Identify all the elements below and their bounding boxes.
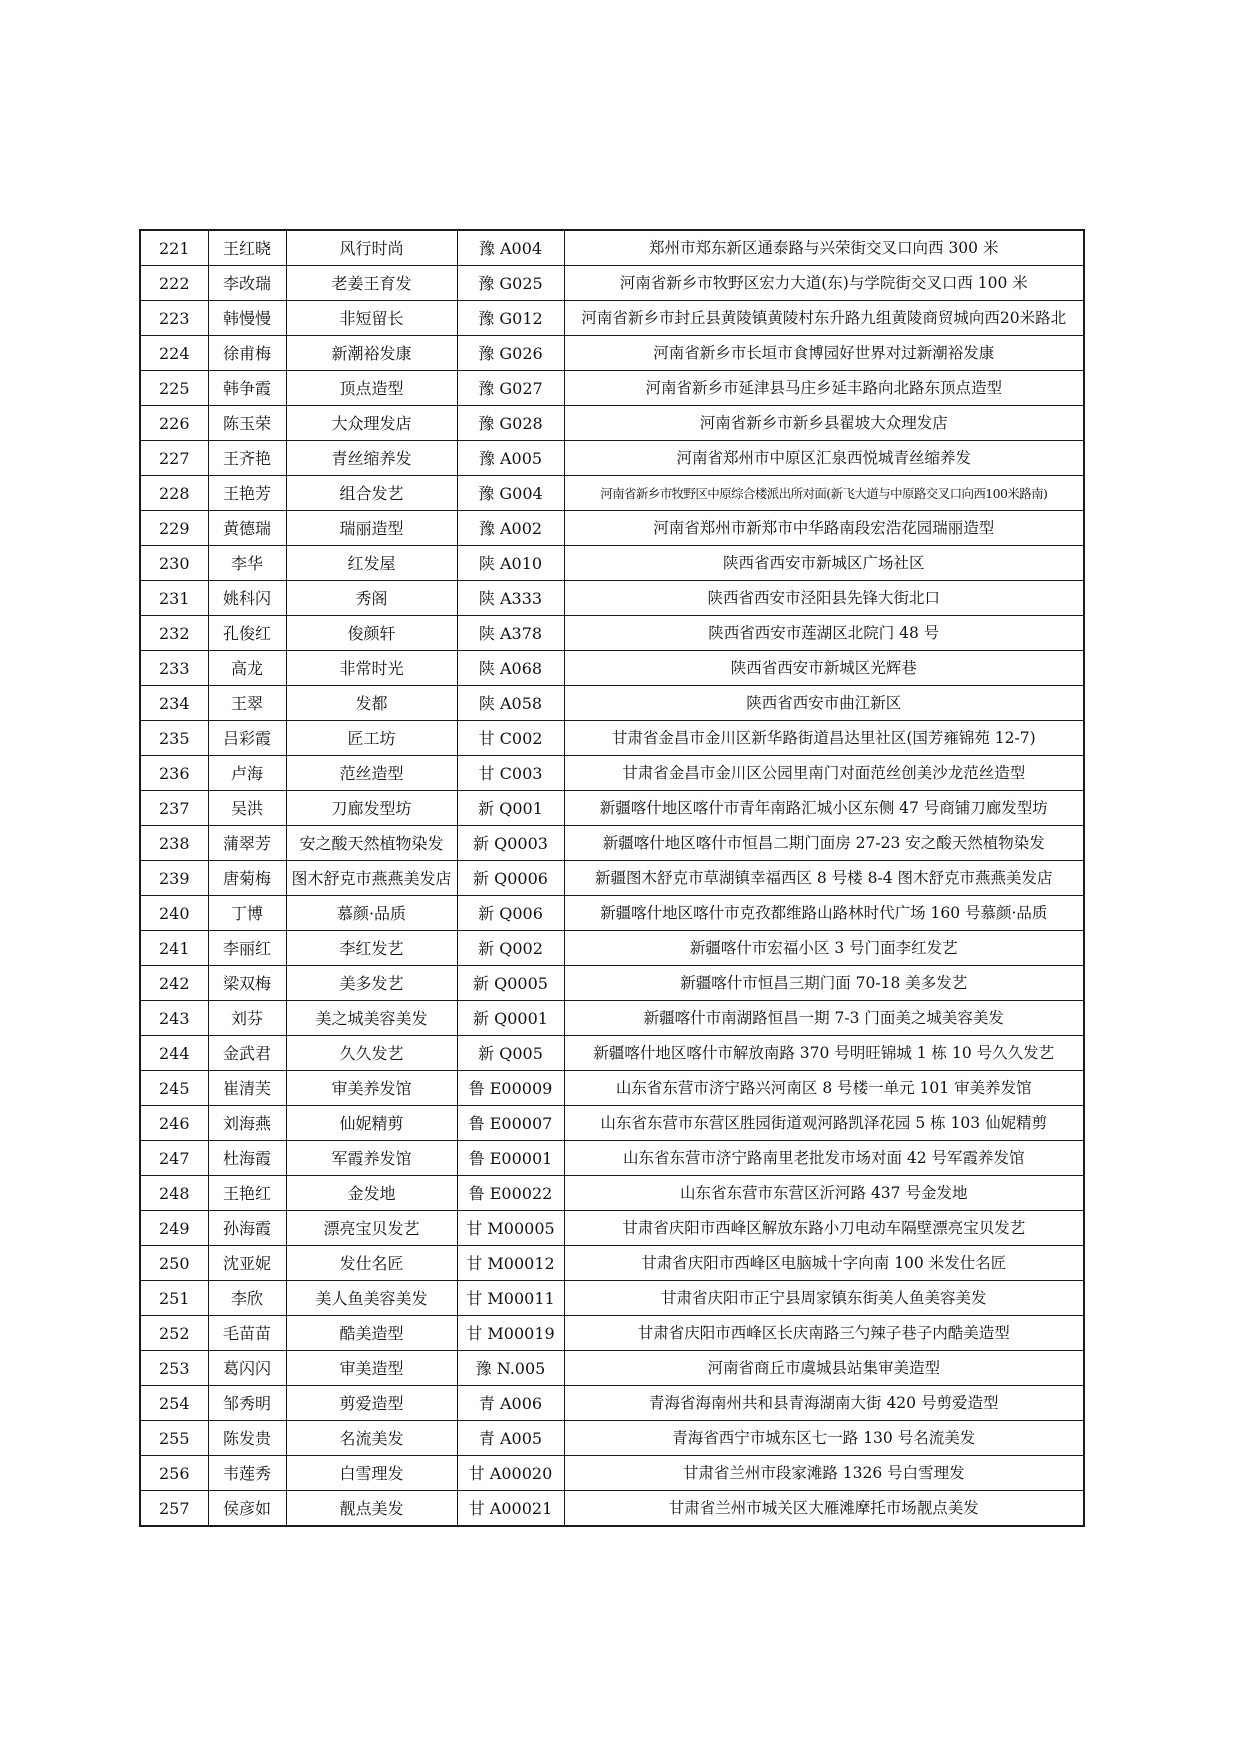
person-name-cell: 卢海 (208, 756, 286, 791)
address-cell: 新疆喀什市南湖路恒昌一期 7-3 门面美之城美容美发 (564, 1001, 1084, 1036)
person-name-cell: 韩慢慢 (208, 301, 286, 336)
table-row (140, 406, 1084, 441)
shop-name-cell: 慕颜·品质 (286, 896, 457, 931)
table-row (140, 511, 1084, 546)
address-cell: 河南省郑州市中原区汇泉西悦城青丝缩养发 (564, 441, 1084, 476)
table-row (140, 1316, 1084, 1351)
person-name-cell: 王齐艳 (208, 441, 286, 476)
address-cell: 山东省东营市济宁路南里老批发市场对面 42 号军霞养发馆 (564, 1141, 1084, 1176)
address-cell: 青海省海南州共和县青海湖南大街 420 号剪爱造型 (564, 1386, 1084, 1421)
shop-code-cell: 陕 A058 (457, 686, 564, 721)
row-number-cell: 250 (140, 1246, 208, 1281)
row-number-cell: 243 (140, 1001, 208, 1036)
row-number-cell: 244 (140, 1036, 208, 1071)
row-number-cell: 248 (140, 1176, 208, 1211)
row-number-cell: 229 (140, 511, 208, 546)
table-row (140, 1071, 1084, 1106)
shop-name-cell: 红发屋 (286, 546, 457, 581)
shop-code-cell: 甘 C003 (457, 756, 564, 791)
shop-code-cell: 甘 M00005 (457, 1211, 564, 1246)
shop-code-cell: 新 Q0005 (457, 966, 564, 1001)
person-name-cell: 侯彦如 (208, 1491, 286, 1527)
shop-name-cell: 名流美发 (286, 1421, 457, 1456)
table-row (140, 1141, 1084, 1176)
address-cell: 河南省商丘市虞城县站集审美造型 (564, 1351, 1084, 1386)
person-name-cell: 韦莲秀 (208, 1456, 286, 1491)
person-name-cell: 李华 (208, 546, 286, 581)
shop-name-cell: 匠工坊 (286, 721, 457, 756)
table-row (140, 230, 1084, 266)
person-name-cell: 吕彩霞 (208, 721, 286, 756)
person-name-cell: 李欣 (208, 1281, 286, 1316)
person-name-cell: 毛苗苗 (208, 1316, 286, 1351)
shop-code-cell: 鲁 E00009 (457, 1071, 564, 1106)
roster-table-body (140, 230, 1084, 1526)
shop-code-cell: 青 A005 (457, 1421, 564, 1456)
shop-code-cell: 豫 N.005 (457, 1351, 564, 1386)
table-row (140, 1386, 1084, 1421)
row-number-cell: 257 (140, 1491, 208, 1527)
person-name-cell: 丁博 (208, 896, 286, 931)
table-row (140, 1456, 1084, 1491)
address-cell: 河南省新乡市封丘县黄陵镇黄陵村东升路九组黄陵商贸城向西20米路北 (564, 301, 1084, 336)
shop-name-cell: 仙妮精剪 (286, 1106, 457, 1141)
address-cell: 甘肃省金昌市金川区新华路街道昌达里社区(国芳雍锦苑 12-7) (564, 721, 1084, 756)
person-name-cell: 王红晓 (208, 230, 286, 266)
address-cell: 陕西省西安市曲江新区 (564, 686, 1084, 721)
shop-code-cell: 豫 G028 (457, 406, 564, 441)
table-row (140, 1211, 1084, 1246)
row-number-cell: 226 (140, 406, 208, 441)
address-cell: 山东省东营市东营区沂河路 437 号金发地 (564, 1176, 1084, 1211)
shop-code-cell: 新 Q001 (457, 791, 564, 826)
address-cell: 新疆喀什地区喀什市恒昌二期门面房 27-23 安之酸天然植物染发 (564, 826, 1084, 861)
table-row (140, 266, 1084, 301)
shop-code-cell: 豫 G025 (457, 266, 564, 301)
person-name-cell: 孙海霞 (208, 1211, 286, 1246)
table-row (140, 756, 1084, 791)
shop-code-cell: 青 A006 (457, 1386, 564, 1421)
shop-code-cell: 陕 A068 (457, 651, 564, 686)
person-name-cell: 高龙 (208, 651, 286, 686)
table-row (140, 546, 1084, 581)
person-name-cell: 沈亚妮 (208, 1246, 286, 1281)
shop-name-cell: 美之城美容美发 (286, 1001, 457, 1036)
address-cell: 陕西省西安市莲湖区北院门 48 号 (564, 616, 1084, 651)
address-cell: 河南省新乡市牧野区宏力大道(东)与学院街交叉口西 100 米 (564, 266, 1084, 301)
shop-code-cell: 新 Q0001 (457, 1001, 564, 1036)
row-number-cell: 223 (140, 301, 208, 336)
address-cell: 新疆喀什地区喀什市克孜都维路山路林时代广场 160 号慕颜·品质 (564, 896, 1084, 931)
shop-name-cell: 大众理发店 (286, 406, 457, 441)
shop-code-cell: 新 Q005 (457, 1036, 564, 1071)
row-number-cell: 231 (140, 581, 208, 616)
shop-code-cell: 甘 C002 (457, 721, 564, 756)
row-number-cell: 228 (140, 476, 208, 511)
table-row (140, 1106, 1084, 1141)
shop-name-cell: 美人鱼美容美发 (286, 1281, 457, 1316)
person-name-cell: 孔俊红 (208, 616, 286, 651)
shop-name-cell: 风行时尚 (286, 230, 457, 266)
shop-code-cell: 甘 M00011 (457, 1281, 564, 1316)
shop-code-cell: 新 Q0006 (457, 861, 564, 896)
person-name-cell: 韩争霞 (208, 371, 286, 406)
shop-name-cell: 白雪理发 (286, 1456, 457, 1491)
person-name-cell: 王翠 (208, 686, 286, 721)
table-row (140, 616, 1084, 651)
person-name-cell: 姚科闪 (208, 581, 286, 616)
row-number-cell: 241 (140, 931, 208, 966)
person-name-cell: 王艳红 (208, 1176, 286, 1211)
person-name-cell: 李改瑞 (208, 266, 286, 301)
person-name-cell: 崔清芙 (208, 1071, 286, 1106)
person-name-cell: 梁双梅 (208, 966, 286, 1001)
address-cell: 河南省新乡市长垣市食博园好世界对过新潮裕发康 (564, 336, 1084, 371)
address-cell: 郑州市郑东新区通泰路与兴荣街交叉口向西 300 米 (564, 230, 1084, 266)
shop-code-cell: 甘 M00012 (457, 1246, 564, 1281)
address-cell: 河南省新乡市新乡县翟坡大众理发店 (564, 406, 1084, 441)
row-number-cell: 225 (140, 371, 208, 406)
person-name-cell: 陈玉荣 (208, 406, 286, 441)
row-number-cell: 240 (140, 896, 208, 931)
row-number-cell: 222 (140, 266, 208, 301)
address-cell: 甘肃省庆阳市西峰区长庆南路三勺辣子巷子内酷美造型 (564, 1316, 1084, 1351)
address-cell: 新疆喀什地区喀什市解放南路 370 号明旺锦城 1 栋 10 号久久发艺 (564, 1036, 1084, 1071)
shop-name-cell: 金发地 (286, 1176, 457, 1211)
table-row (140, 896, 1084, 931)
shop-name-cell: 非常时光 (286, 651, 457, 686)
shop-name-cell: 青丝缩养发 (286, 441, 457, 476)
table-row (140, 1421, 1084, 1456)
person-name-cell: 刘芬 (208, 1001, 286, 1036)
person-name-cell: 刘海燕 (208, 1106, 286, 1141)
address-cell: 河南省郑州市新郑市中华路南段宏浩花园瑞丽造型 (564, 511, 1084, 546)
shop-name-cell: 安之酸天然植物染发 (286, 826, 457, 861)
person-name-cell: 杜海霞 (208, 1141, 286, 1176)
shop-name-cell: 李红发艺 (286, 931, 457, 966)
address-cell: 新疆喀什市恒昌三期门面 70-18 美多发艺 (564, 966, 1084, 1001)
shop-name-cell: 军霞养发馆 (286, 1141, 457, 1176)
person-name-cell: 金武君 (208, 1036, 286, 1071)
shop-code-cell: 豫 G012 (457, 301, 564, 336)
shop-code-cell: 鲁 E00001 (457, 1141, 564, 1176)
shop-name-cell: 俊颜轩 (286, 616, 457, 651)
table-row (140, 826, 1084, 861)
row-number-cell: 233 (140, 651, 208, 686)
shop-name-cell: 久久发艺 (286, 1036, 457, 1071)
shop-code-cell: 新 Q006 (457, 896, 564, 931)
shop-name-cell: 漂亮宝贝发艺 (286, 1211, 457, 1246)
address-cell: 青海省西宁市城东区七一路 130 号名流美发 (564, 1421, 1084, 1456)
row-number-cell: 238 (140, 826, 208, 861)
shop-name-cell: 靓点美发 (286, 1491, 457, 1527)
shop-name-cell: 新潮裕发康 (286, 336, 457, 371)
table-row (140, 1246, 1084, 1281)
shop-code-cell: 鲁 E00022 (457, 1176, 564, 1211)
address-cell: 甘肃省庆阳市西峰区解放东路小刀电动车隔壁漂亮宝贝发艺 (564, 1211, 1084, 1246)
table-row (140, 651, 1084, 686)
shop-code-cell: 甘 A00020 (457, 1456, 564, 1491)
table-row (140, 966, 1084, 1001)
row-number-cell: 224 (140, 336, 208, 371)
person-name-cell: 李丽红 (208, 931, 286, 966)
shop-name-cell: 秀阁 (286, 581, 457, 616)
shop-code-cell: 豫 G004 (457, 476, 564, 511)
shop-name-cell: 刀廊发型坊 (286, 791, 457, 826)
shop-code-cell: 陕 A378 (457, 616, 564, 651)
shop-name-cell: 审美养发馆 (286, 1071, 457, 1106)
address-cell: 新疆图木舒克市草湖镇幸福西区 8 号楼 8-4 图木舒克市燕燕美发店 (564, 861, 1084, 896)
row-number-cell: 245 (140, 1071, 208, 1106)
shop-name-cell: 瑞丽造型 (286, 511, 457, 546)
address-cell: 新疆喀什市宏福小区 3 号门面李红发艺 (564, 931, 1084, 966)
shop-code-cell: 豫 A002 (457, 511, 564, 546)
row-number-cell: 221 (140, 230, 208, 266)
shop-code-cell: 豫 G026 (457, 336, 564, 371)
table-row (140, 686, 1084, 721)
shop-code-cell: 陕 A333 (457, 581, 564, 616)
shop-code-cell: 鲁 E00007 (457, 1106, 564, 1141)
row-number-cell: 249 (140, 1211, 208, 1246)
table-row (140, 861, 1084, 896)
person-name-cell: 徐甫梅 (208, 336, 286, 371)
address-cell: 甘肃省兰州市段家滩路 1326 号白雪理发 (564, 1456, 1084, 1491)
shop-code-cell: 新 Q0003 (457, 826, 564, 861)
address-cell: 甘肃省兰州市城关区大雁滩摩托市场靓点美发 (564, 1491, 1084, 1527)
table-row (140, 371, 1084, 406)
person-name-cell: 蒲翠芳 (208, 826, 286, 861)
person-name-cell: 陈发贵 (208, 1421, 286, 1456)
shop-name-cell: 顶点造型 (286, 371, 457, 406)
row-number-cell: 230 (140, 546, 208, 581)
table-row (140, 721, 1084, 756)
row-number-cell: 251 (140, 1281, 208, 1316)
table-row (140, 336, 1084, 371)
address-cell: 河南省新乡市牧野区中原综合楼派出所对面(新飞大道与中原路交叉口向西100米路南) (564, 476, 1084, 511)
shop-code-cell: 新 Q002 (457, 931, 564, 966)
row-number-cell: 237 (140, 791, 208, 826)
address-cell: 山东省东营市济宁路兴河南区 8 号楼一单元 101 审美养发馆 (564, 1071, 1084, 1106)
address-cell: 陕西省西安市新城区光辉巷 (564, 651, 1084, 686)
person-name-cell: 吴洪 (208, 791, 286, 826)
address-cell: 新疆喀什地区喀什市青年南路汇城小区东侧 47 号商铺刀廊发型坊 (564, 791, 1084, 826)
row-number-cell: 234 (140, 686, 208, 721)
person-name-cell: 黄德瑞 (208, 511, 286, 546)
table-row (140, 1351, 1084, 1386)
row-number-cell: 254 (140, 1386, 208, 1421)
table-row (140, 301, 1084, 336)
shop-code-cell: 豫 A005 (457, 441, 564, 476)
shop-code-cell: 甘 M00019 (457, 1316, 564, 1351)
shop-name-cell: 组合发艺 (286, 476, 457, 511)
row-number-cell: 242 (140, 966, 208, 1001)
table-row (140, 1001, 1084, 1036)
address-cell: 河南省新乡市延津县马庄乡延丰路向北路东顶点造型 (564, 371, 1084, 406)
row-number-cell: 247 (140, 1141, 208, 1176)
shop-code-cell: 陕 A010 (457, 546, 564, 581)
shop-name-cell: 美多发艺 (286, 966, 457, 1001)
table-row (140, 931, 1084, 966)
shop-name-cell: 非短留长 (286, 301, 457, 336)
table-row (140, 441, 1084, 476)
shop-code-cell: 豫 G027 (457, 371, 564, 406)
row-number-cell: 227 (140, 441, 208, 476)
table-row (140, 791, 1084, 826)
shop-name-cell: 范丝造型 (286, 756, 457, 791)
person-name-cell: 葛闪闪 (208, 1351, 286, 1386)
person-name-cell: 王艳芳 (208, 476, 286, 511)
row-number-cell: 256 (140, 1456, 208, 1491)
row-number-cell: 246 (140, 1106, 208, 1141)
row-number-cell: 235 (140, 721, 208, 756)
row-number-cell: 253 (140, 1351, 208, 1386)
person-name-cell: 唐菊梅 (208, 861, 286, 896)
table-row (140, 1176, 1084, 1211)
address-cell: 陕西省西安市新城区广场社区 (564, 546, 1084, 581)
shop-name-cell: 剪爱造型 (286, 1386, 457, 1421)
address-cell: 山东省东营市东营区胜园街道观河路凯泽花园 5 栋 103 仙妮精剪 (564, 1106, 1084, 1141)
shop-name-cell: 图木舒克市燕燕美发店 (286, 861, 457, 896)
person-name-cell: 邹秀明 (208, 1386, 286, 1421)
row-number-cell: 255 (140, 1421, 208, 1456)
address-cell: 甘肃省庆阳市西峰区电脑城十字向南 100 米发仕名匠 (564, 1246, 1084, 1281)
shop-code-cell: 豫 A004 (457, 230, 564, 266)
address-cell: 陕西省西安市泾阳县先锋大街北口 (564, 581, 1084, 616)
row-number-cell: 252 (140, 1316, 208, 1351)
shop-name-cell: 发仕名匠 (286, 1246, 457, 1281)
table-row (140, 1281, 1084, 1316)
row-number-cell: 236 (140, 756, 208, 791)
row-number-cell: 239 (140, 861, 208, 896)
shop-name-cell: 审美造型 (286, 1351, 457, 1386)
shop-name-cell: 发都 (286, 686, 457, 721)
address-cell: 甘肃省金昌市金川区公园里南门对面范丝创美沙龙范丝造型 (564, 756, 1084, 791)
table-row (140, 1491, 1084, 1527)
row-number-cell: 232 (140, 616, 208, 651)
shop-code-cell: 甘 A00021 (457, 1491, 564, 1527)
table-row (140, 581, 1084, 616)
address-cell: 甘肃省庆阳市正宁县周家镇东街美人鱼美容美发 (564, 1281, 1084, 1316)
shop-name-cell: 酷美造型 (286, 1316, 457, 1351)
shop-name-cell: 老姜王育发 (286, 266, 457, 301)
table-row (140, 476, 1084, 511)
salon-roster-table (139, 229, 1085, 1527)
table-row (140, 1036, 1084, 1071)
